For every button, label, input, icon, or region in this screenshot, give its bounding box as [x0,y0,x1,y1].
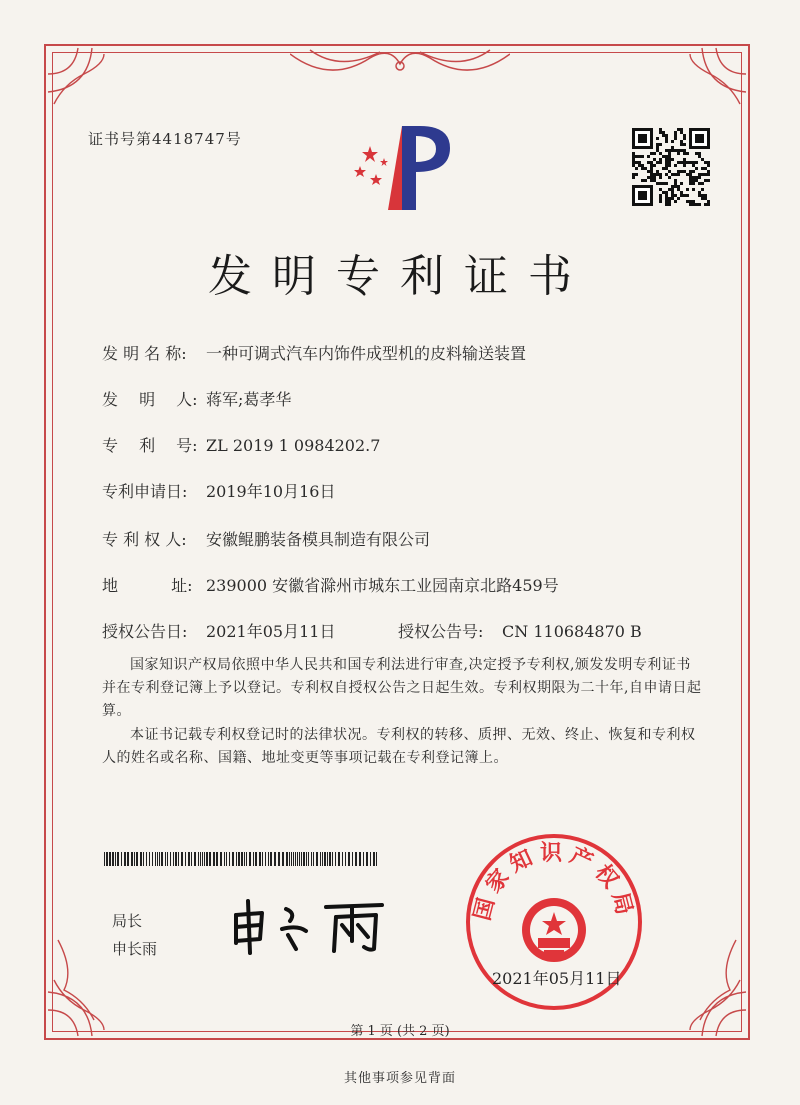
qr-code [632,128,710,206]
address-row [102,573,559,596]
invention-name-label: 发 明 名 称: [102,344,187,363]
footer-note: 其他事项参见背面 [343,1071,456,1086]
barcode [104,852,380,866]
signatory-role: 局长 [112,912,143,930]
announce-date-row [102,619,335,642]
inventor-value: 蒋军;葛孝华 [206,390,292,409]
invention-name-row [102,341,526,364]
patent-number-row [102,433,380,456]
patent-number-label: 专 利 号: [102,436,198,455]
top-scroll-ornament [290,44,510,92]
patent-office-emblem [340,118,460,218]
handwritten-signature [226,895,396,955]
signatory-name: 申长雨 [112,940,158,958]
filing-date-label: 专利申请日: [102,482,188,501]
announce-number-value: CN 110684870 B [502,622,642,641]
inventor-row [102,387,291,410]
seal-text: 国家知识产权局 [470,841,638,924]
legal-status-paragraph: 本证书记载专利权登记时的法律状况。专利权的转移、质押、无效、终止、恢复和专利权人的姓名或名称、国籍、地址变更等事项记载在专利登记簿上。 [102,727,696,766]
patentee-label: 专 利 权 人: [102,530,187,549]
certificate-number: 证书号第4418747号 [88,130,242,148]
page-number: 第 1 页 (共 2 页) [350,1024,450,1039]
seal-date: 2021年05月11日 [492,969,622,988]
filing-date-value: 2019年10月16日 [206,482,336,501]
patentee-value: 安徽鲲鹏装备模具制造有限公司 [206,530,431,549]
announce-number-label: 授权公告号: [398,622,484,641]
inventor-label: 发 明 人: [102,390,198,409]
filing-date-row [102,479,335,502]
certificate-title: 发明专利证书 [208,251,592,302]
patentee-row [102,527,430,550]
address-value: 239000 安徽省滁州市城东工业园南京北路459号 [206,576,559,595]
address-label: 地 址: [102,576,193,595]
patent-number-value: ZL 2019 1 0984202.7 [206,436,381,455]
invention-name-value: 一种可调式汽车内饰件成型机的皮料输送装置 [206,344,527,363]
announce-number-row [398,619,642,642]
announce-date-label: 授权公告日: [102,622,188,641]
grant-statement-paragraph: 国家知识产权局依照中华人民共和国专利法进行审查,决定授予专利权,颁发发明专利证书并在专利登记簿上予以登记。专利权自授权公告之日起生效。专利权期限为二十年,自申请日起算。 [102,657,702,719]
announce-date-value: 2021年05月11日 [206,622,336,641]
